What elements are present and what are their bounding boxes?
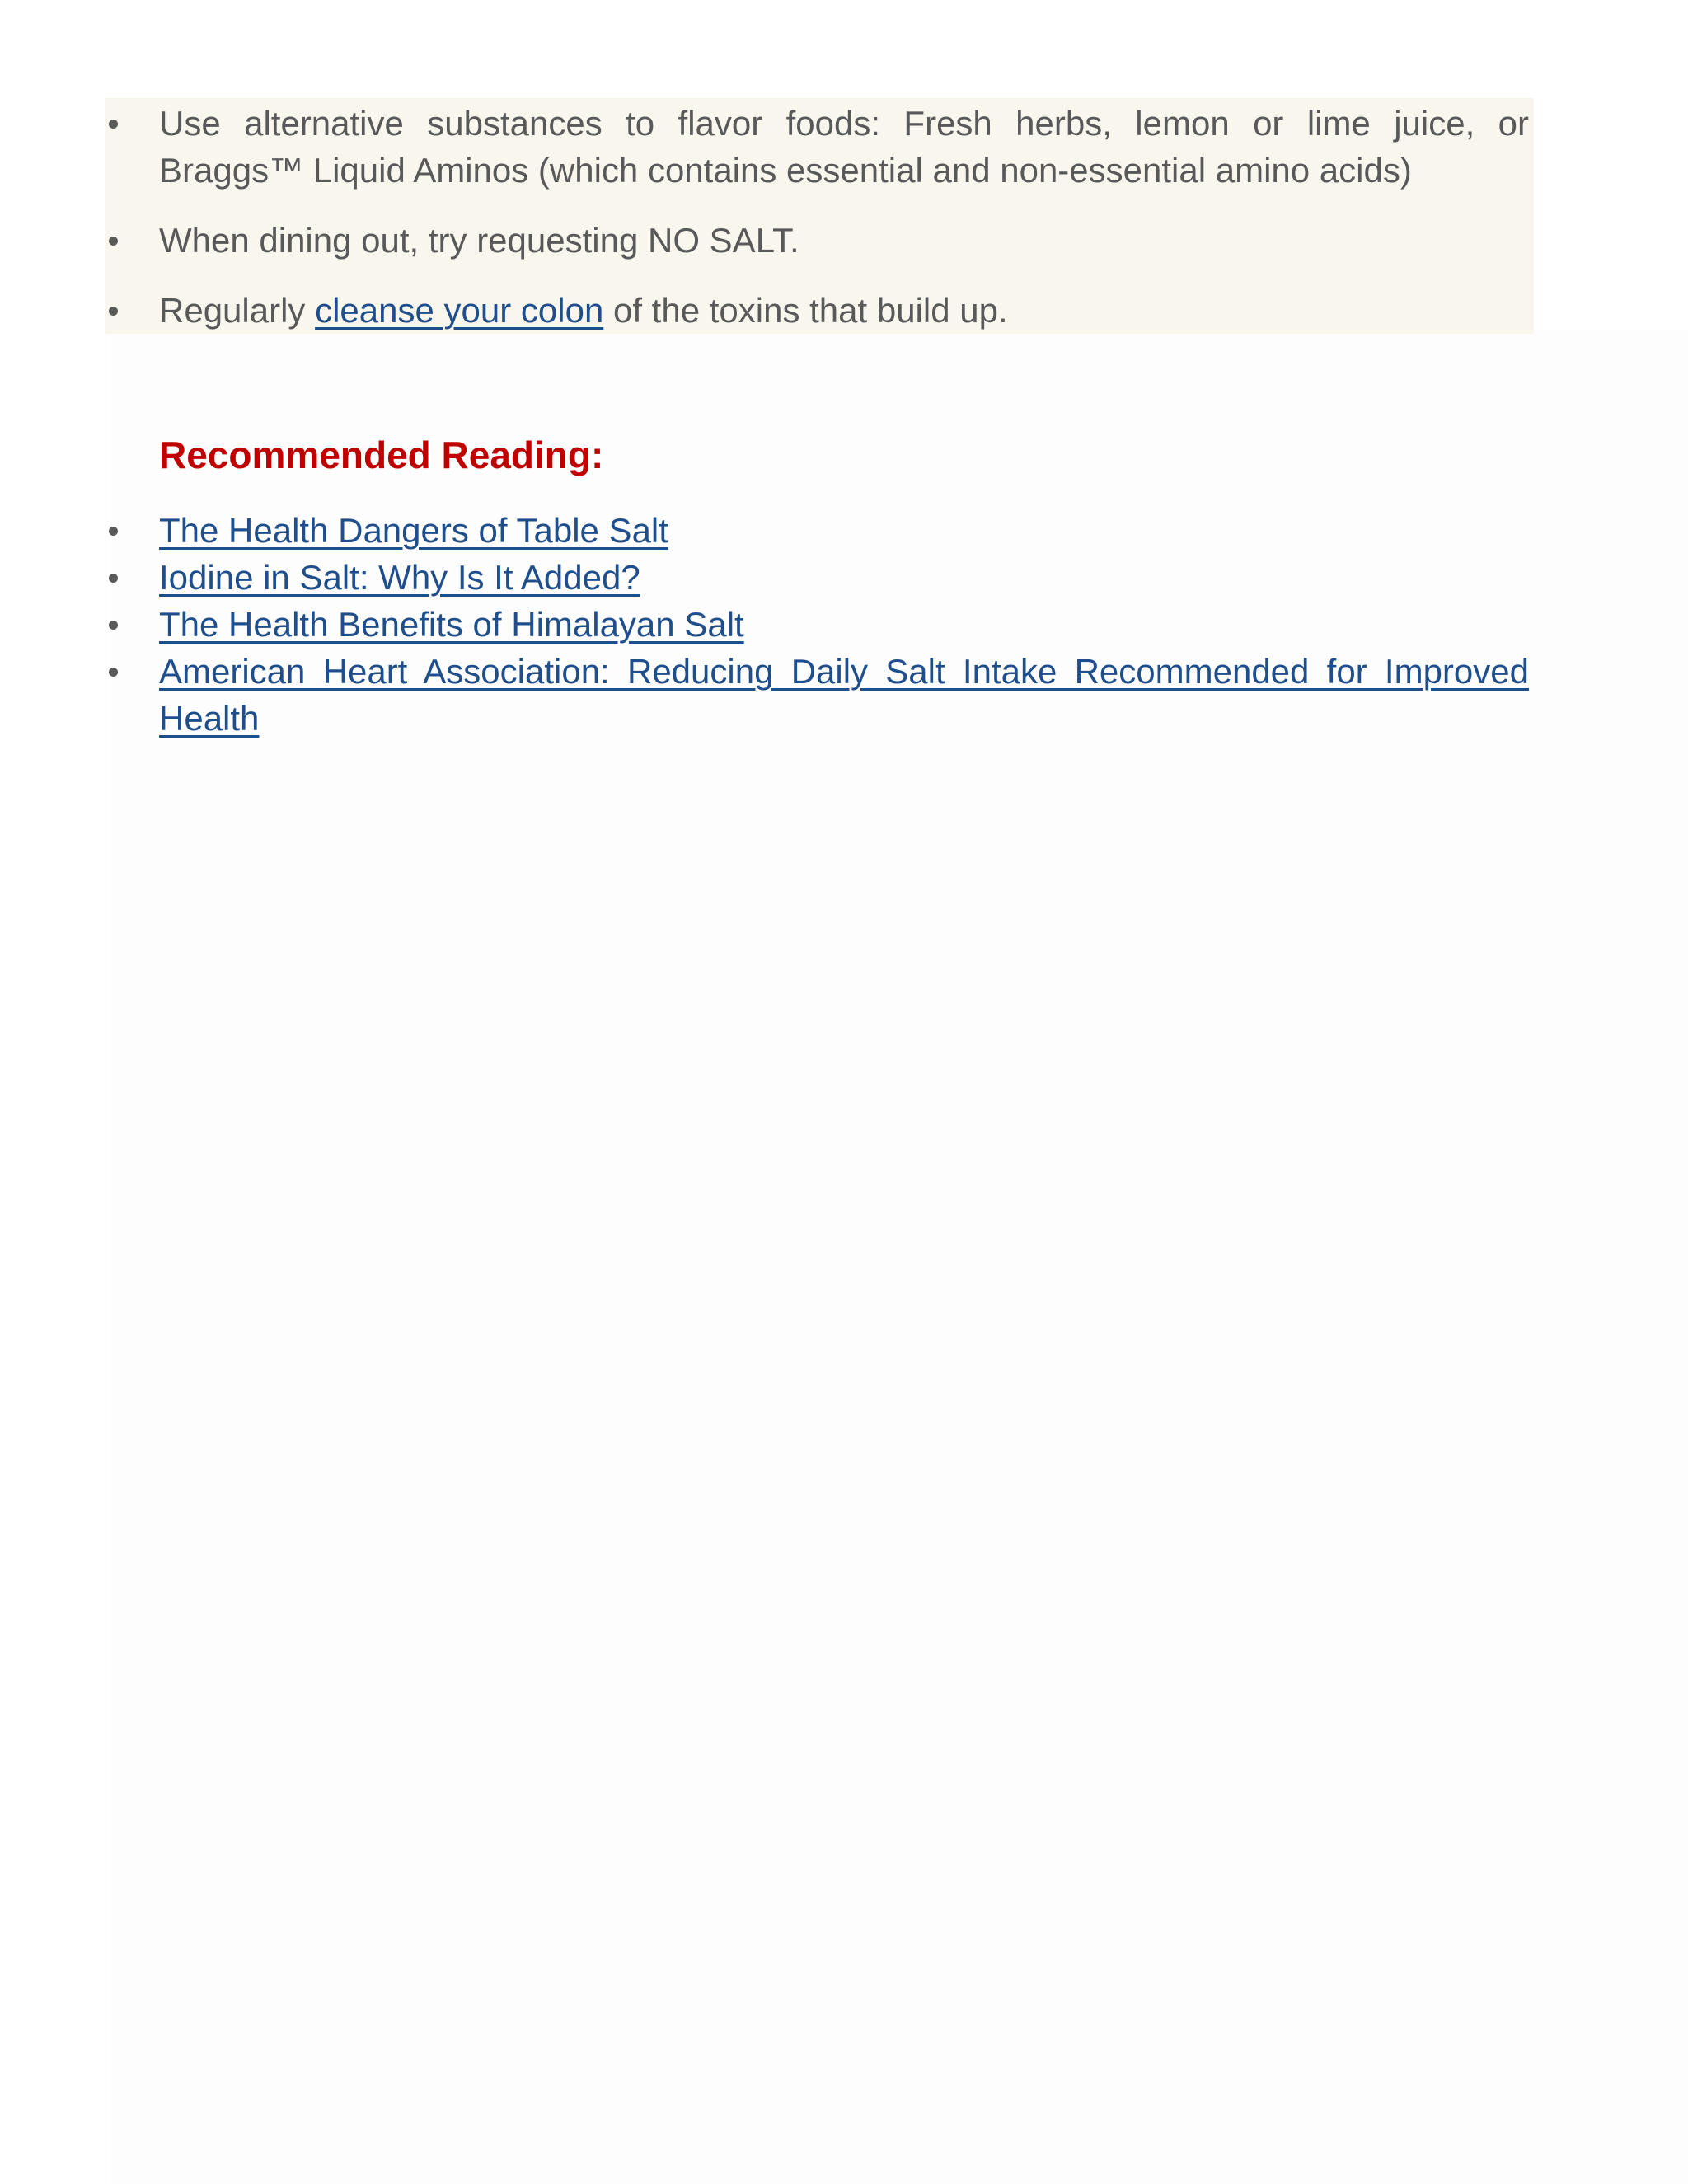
tip-line: Use alternative substances to flavor foods: Fresh herbs, lemon or lime juice, or — [159, 104, 1529, 143]
bullet-icon — [109, 307, 118, 316]
tip-item-cleanse-colon — [159, 287, 1529, 334]
tip-text-suffix: of the toxins that build up. — [603, 291, 1008, 330]
reading-link-table-salt-dangers[interactable]: The Health Dangers of Table Salt — [159, 511, 668, 550]
reading-link-himalayan-salt[interactable]: The Health Benefits of Himalayan Salt — [159, 605, 744, 644]
bullet-icon — [109, 527, 118, 536]
recommended-reading-heading: Recommended Reading: — [159, 434, 604, 476]
bullet-icon — [109, 237, 118, 246]
cleanse-your-colon-link[interactable]: cleanse your colon — [315, 291, 604, 330]
tip-item-flavor-alternatives — [159, 100, 1529, 194]
reading-link-aha-salt-intake[interactable] — [159, 648, 1529, 742]
reading-item — [159, 601, 1529, 648]
reading-item — [159, 507, 1529, 554]
reading-link-iodine-in-salt[interactable]: Iodine in Salt: Why Is It Added? — [159, 558, 640, 597]
tip-line: When dining out, try requesting NO SALT. — [159, 221, 799, 260]
bullet-icon — [109, 120, 118, 129]
link-line: American Heart Association: Reducing Daily Salt Intake Recommended for Improved — [159, 652, 1529, 691]
bullet-icon — [109, 621, 118, 630]
link-line: Health — [159, 699, 260, 738]
tip-item-dining-out — [159, 217, 1529, 264]
bullet-icon — [109, 668, 118, 677]
reading-item — [159, 554, 1529, 601]
reading-item — [159, 648, 1529, 742]
tip-text-prefix: Regularly — [159, 291, 316, 330]
tip-line: Braggs™ Liquid Aminos (which contains essential and non-essential amino acids) — [159, 151, 1412, 190]
bullet-icon — [109, 574, 118, 583]
